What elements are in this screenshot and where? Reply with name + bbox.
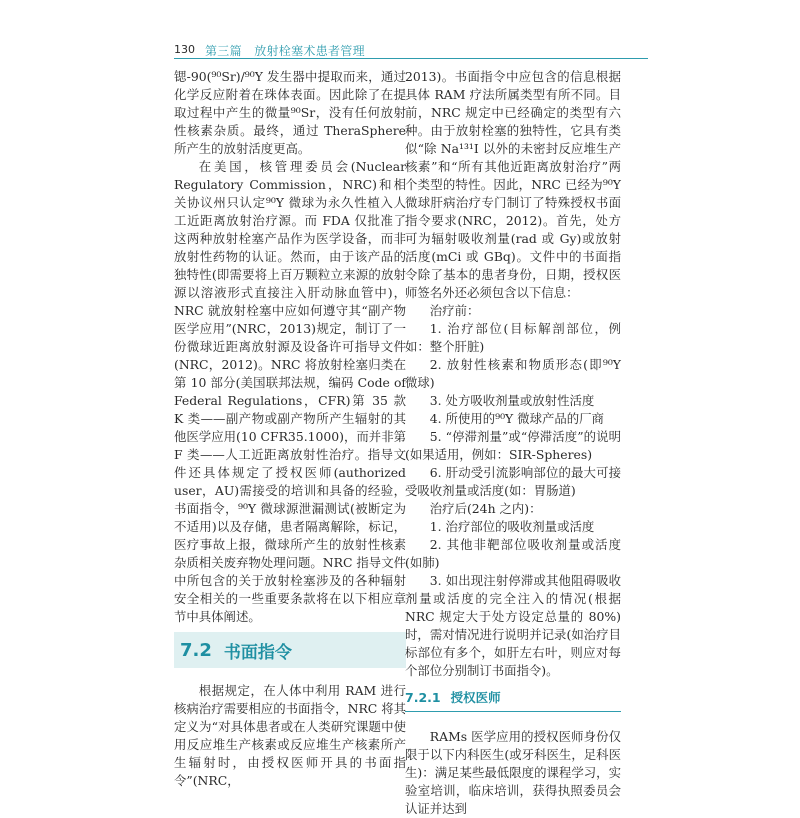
page-header bbox=[150, 0, 650, 58]
subsection-title: 授权医师 bbox=[450, 690, 501, 705]
list-label: 治疗后(24h 之内)： bbox=[429, 501, 542, 516]
paragraph: 在美国，核管理委员会(Nuclear Regulatory Commission，NRC)和相关协议州只认定⁹⁰Y 微球为永久性植入人工近距离放射治疗源。而 FDA 仅批准了这两种放射栓塞产品作为医学设备，而非放射性药物的认证。然而，由于该产品的独特性(即需要将上百万颗粒立来源的放射源以溶液形式直接注入肝动脉血管中)，NRC 就放射栓塞中应如何遵守其“副产物医学应用”(NRC，2013)规定，制订了一份微球近距离放射源及设备许可指导文件(NRC，2012)。NRC 将放射栓塞归类在第 10 部分(美国联邦法规，编码 Code of Federal Regulations，CFR)第 35 款 K 类——副产物或副产物所产生辐射的其他医学应用(10 CFR35.1000)，而并非第 F 类——人工近距离放射性治疗。指导文件还具体规定了授权医师(authorized user，AU)需接受的培训和具备的经验，书面指令，⁹⁰Y 微球源泄漏测试(被断定为不适用)以及存储，患者隔离解除，标记，医疗事故上报，微球所产生的放射性核素杂质相关废弃物处理问题。NRC 指导文件中所包含的关于放射栓塞涉及的各种辐射安全相关的一些重要条款将在以下相应章节中具体阐述。 bbox=[174, 159, 406, 624]
header-rule bbox=[174, 58, 648, 59]
subsection-heading bbox=[405, 688, 621, 712]
list-item: 6. 肝动受引流影响部位的最大可接受吸收剂量或活度(如：胃肠道) bbox=[405, 465, 621, 498]
left-column bbox=[174, 68, 406, 790]
list-item: 1. 治疗部位(目标解剖部位，例如：整个肝脏) bbox=[405, 321, 621, 354]
list-item: 3. 如出现注射停滞或其他阻碍吸收剂量或活度的完全注入的情况(根据 NRC 规定大于处方设定总量的 80%)时，需对情况进行说明并记录(如治疗目标部位有多个，如肝左右叶，则应对每个部位分别制订书面指令)。 bbox=[405, 573, 621, 678]
section-heading bbox=[174, 632, 406, 668]
paragraph: 锶-90(⁹⁰Sr)/⁹⁰Y 发生器中提取而来，通过化学反应附着在珠体表面。因此除了在提取过程中产生的微量⁹⁰Sr，没有任何放射性核素杂质。最终，通过 TheraSphere 所产生的放射活度更高。 bbox=[174, 69, 406, 156]
right-column bbox=[405, 68, 621, 818]
paragraph: 根据规定，在人体中利用 RAM 进行核病治疗需要相应的书面指令，NRC 将其定义为“对具体患者或在人类研究课题中使用反应堆生产核素或反应堆生产核素所产生辐射时，由授权医师开具的书面指令”(NRC， bbox=[174, 683, 406, 788]
list-item: 5. “停滞剂量”或“停滞活度”的说明(如果适用，例如：SIR-Spheres) bbox=[405, 429, 621, 462]
list-item: 2. 放射性核素和物质形态(即⁹⁰Y 微球) bbox=[405, 357, 621, 390]
subsection-number: 7.2.1 bbox=[405, 690, 441, 705]
running-title: 第三篇 放射栓塞术患者管理 bbox=[205, 44, 365, 58]
list-item: 4. 所使用的⁹⁰Y 微球产品的厂商 bbox=[429, 411, 604, 426]
list-item: 2. 其他非靶部位吸收剂量或活度(如肺) bbox=[405, 537, 621, 570]
book-page bbox=[150, 0, 650, 816]
paragraph: 2013)。书面指令中应包含的信息根据具体 RAM 疗法所属类型有所不同。目前，NRC 规定中已经确定的类型有六种。由于放射栓塞的独特性，它具有类似“除 Na¹³¹I 以外的未密封反应堆生产核素”和“所有其他近距离放射治疗”两个类型的特性。因此，NRC 已经为⁹⁰Y 微球肝病治疗专门制订了特殊授权书面指令要求(NRC，2012)。首先，处方可为辐射吸收剂量(rad 或 Gy)或放射活度(mCi 或 GBq)。文件中的书面指令除了基本的患者身份，日期，授权医师签名外还必须包含以下信息： bbox=[405, 69, 621, 300]
list-item: 3. 处方吸收剂量或放射性活度 bbox=[429, 393, 595, 408]
list-item: 1. 治疗部位的吸收剂量或活度 bbox=[429, 519, 595, 534]
section-title: 书面指令 bbox=[223, 642, 292, 663]
page-number: 130 bbox=[174, 43, 195, 56]
paragraph: RAMs 医学应用的授权医师身份仅限于以下内科医生(或牙科医生，足科医生)：满足某些最低限度的课程学习，实验室培训，临床培训，获得执照委员会认证并达到 bbox=[405, 729, 621, 816]
list-label: 治疗前： bbox=[429, 303, 480, 318]
section-number: 7.2 bbox=[180, 639, 212, 661]
